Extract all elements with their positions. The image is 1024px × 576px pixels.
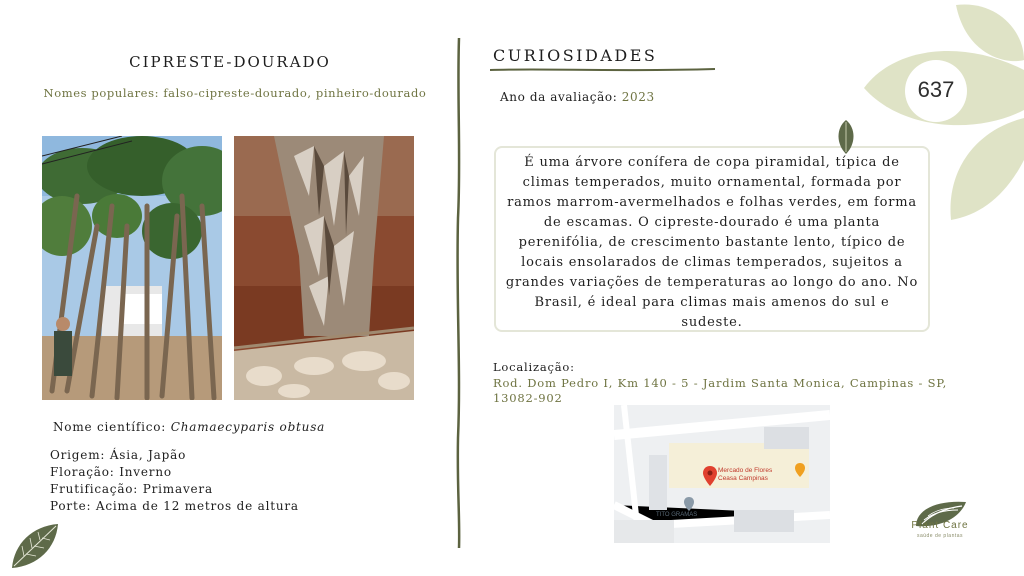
location-label: Localização: bbox=[493, 360, 575, 374]
map-nearby-label: TITO GRAMAS bbox=[656, 512, 698, 518]
map-poi-icon bbox=[795, 462, 805, 481]
location-address[interactable]: Rod. Dom Pedro I, Km 140 - 5 - Jardim Santa Monica, Campinas - SP, 13082-902 bbox=[493, 376, 948, 405]
heading-underline bbox=[490, 66, 715, 74]
description-box: É uma árvore conífera de copa piramidal, típica de climas temperados, muito ornamental, formada por ramos marrom-avermelhados e folhas verdes, em forma de escamas. O cipreste-dourado é uma planta perenifólia, de crescimento bastante lento, típico de locais ensolarados de climas temperados, sujeitos a grandes variações de temperaturas ao longo do ano. No Brasil, é ideal para climas mais amenos do sul e sudeste. bbox=[494, 146, 930, 332]
scientific-name-value: Chamaecyparis obtusa bbox=[170, 420, 326, 434]
fact-fruiting: Frutificação: Primavera bbox=[50, 482, 213, 496]
map-pin-icon bbox=[703, 466, 717, 490]
curiosities-heading: CURIOSIDADES bbox=[493, 46, 658, 65]
location-map[interactable] bbox=[614, 405, 830, 543]
map-place-label bbox=[718, 467, 772, 483]
year-value: 2023 bbox=[621, 90, 655, 104]
brand-tagline: saúde de plantas bbox=[916, 533, 964, 539]
trunk-photo bbox=[234, 136, 414, 400]
corner-leaf-icon bbox=[10, 522, 60, 570]
brand-name: Plant Care bbox=[911, 520, 969, 531]
year-label: Ano da avaliação: bbox=[500, 90, 622, 104]
map-place-line1: Mercado de Flores bbox=[718, 467, 773, 474]
popular-names: Nomes populares: falso-cipreste-dourado, pinheiro-dourado bbox=[43, 86, 427, 100]
scientific-name-label: Nome científico: bbox=[53, 420, 171, 434]
column-divider bbox=[452, 38, 466, 548]
plant-title: CIPRESTE-DOURADO bbox=[129, 53, 331, 71]
small-leaf-icon bbox=[836, 120, 856, 154]
plant-facts bbox=[50, 447, 299, 515]
tree-photo bbox=[42, 136, 222, 400]
leaf-decoration-icon bbox=[856, 0, 1024, 225]
evaluation-year bbox=[500, 90, 655, 104]
fact-origin: Origem: Ásia, Japão bbox=[50, 448, 187, 462]
map-place-line2: Ceasa Campinas bbox=[718, 475, 768, 482]
scientific-name bbox=[53, 420, 325, 434]
fact-size: Porte: Acima de 12 metros de altura bbox=[50, 499, 299, 513]
fact-flowering: Floração: Inverno bbox=[50, 465, 172, 479]
record-number: 637 bbox=[917, 77, 955, 102]
